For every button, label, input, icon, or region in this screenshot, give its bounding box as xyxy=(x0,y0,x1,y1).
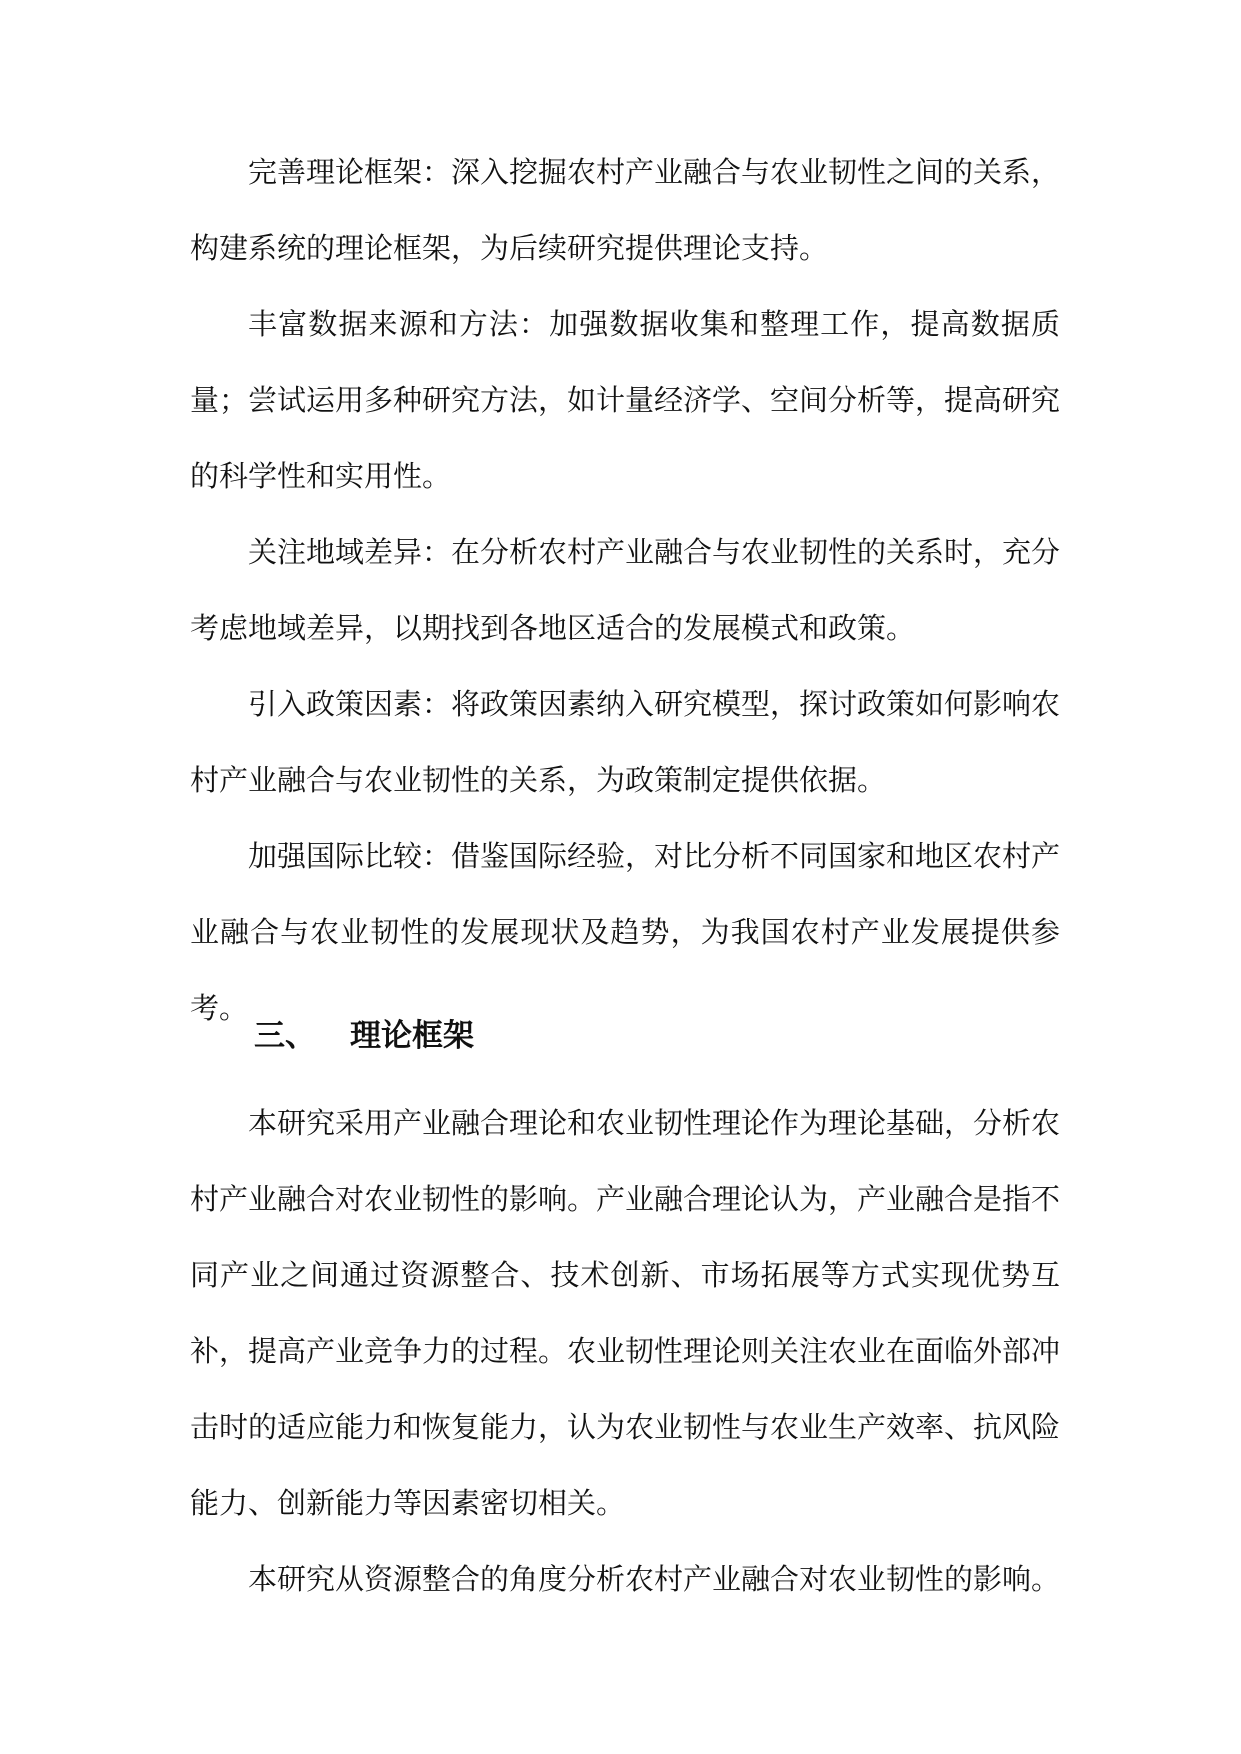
paragraph-regional-differences: 关注地域差异：在分析农村产业融合与农业韧性的关系时，充分考虑地域差异，以期找到各地区适合的发展模式和政策。 xyxy=(190,535,1061,645)
section-heading xyxy=(254,1006,474,1066)
paragraph-theoretical-basis: 本研究采用产业融合理论和农业韧性理论作为理论基础，分析农村产业融合对农业韧性的影响。产业融合理论认为，产业融合是指不同产业之间通过资源整合、技术创新、市场拓展等方式实现优势互补，提高产业竞争力的过程。农业韧性理论则关注农业在面临外部冲击时的适应能力和恢复能力，认为农业韧性与农业生产效率、抗风险能力、创新能力等因素密切相关。 xyxy=(190,1106,1061,1520)
paragraph-theory-framework: 完善理论框架：深入挖掘农村产业融合与农业韧性之间的关系，构建系统的理论框架，为后续研究提供理论支持。 xyxy=(190,155,1061,265)
paragraph-data-methods: 丰富数据来源和方法：加强数据收集和整理工作，提高数据质量；尝试运用多种研究方法，如计量经济学、空间分析等，提高研究的科学性和实用性。 xyxy=(190,307,1061,493)
section-title: 理论框架 xyxy=(350,1018,474,1054)
paragraph-resource-integration: 本研究从资源整合的角度分析农村产业融合对农业韧性的影响。 xyxy=(248,1562,1061,1596)
section-number: 三、 xyxy=(254,1018,316,1054)
paragraph-policy-factors: 引入政策因素：将政策因素纳入研究模型，探讨政策如何影响农村产业融合与农业韧性的关系，为政策制定提供依据。 xyxy=(190,687,1061,797)
paragraph-international-comparison: 加强国际比较：借鉴国际经验，对比分析不同国家和地区农村产业融合与农业韧性的发展现状及趋势，为我国农村产业发展提供参考。 xyxy=(190,839,1061,1025)
